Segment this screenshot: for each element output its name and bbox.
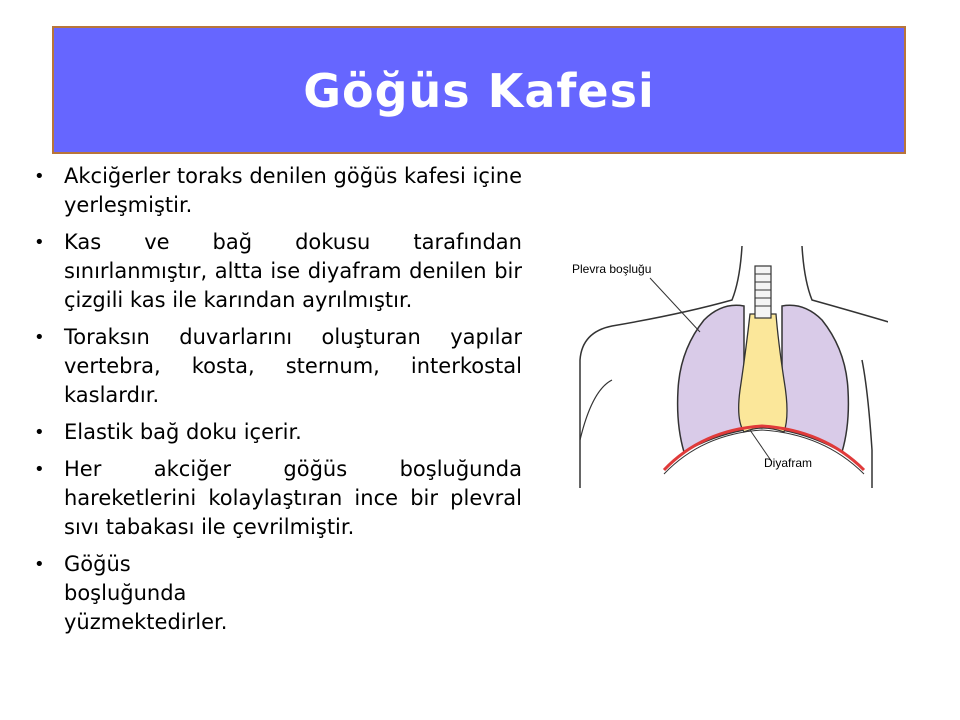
pleura-label: Plevra boşluğu: [572, 262, 652, 276]
slide-title: Göğüs Kafesi: [303, 64, 655, 118]
bullet-icon: •: [34, 232, 45, 253]
body-outline-left: [580, 380, 612, 440]
mediastinum: [739, 314, 787, 432]
bullet-item: [30, 550, 228, 637]
thorax-illustration: [572, 240, 888, 488]
bullet-item: [30, 455, 522, 542]
pleura-leader: [650, 278, 700, 332]
bullet-text: Göğüs boşluğunda yüzmektedirler.: [64, 552, 228, 634]
bullet-item: [30, 418, 522, 447]
title-banner: [52, 26, 906, 154]
bullet-item: [30, 162, 522, 220]
bullet-text: Kas ve bağ dokusu tarafından sınırlanmıştır, altta ise diyafram denilen bir çizgili kas ile karından ayrılmıştır.: [64, 230, 522, 312]
bullet-icon: •: [34, 554, 45, 575]
diaphragm-label: Diyafram: [764, 456, 813, 470]
bullet-text: Toraksın duvarlarını oluşturan yapılar vertebra, kosta, sternum, interkostal kaslardır.: [64, 325, 522, 407]
thorax-diagram: [572, 240, 888, 488]
bullet-icon: •: [34, 422, 45, 443]
bullet-item: [30, 228, 522, 315]
bullet-icon: •: [34, 327, 45, 348]
bullet-item: [30, 323, 522, 410]
bullet-list: [30, 162, 522, 645]
bullet-text: Her akciğer göğüs boşluğunda hareketlerini kolaylaştıran ince bir plevral sıvı tabakası ile çevrilmiştir.: [64, 457, 522, 539]
bullet-text: Elastik bağ doku içerir.: [64, 420, 302, 444]
bullet-icon: •: [34, 459, 45, 480]
bullet-icon: •: [34, 166, 45, 187]
bullet-text: Akciğerler toraks denilen göğüs kafesi içine yerleşmiştir.: [64, 164, 522, 217]
